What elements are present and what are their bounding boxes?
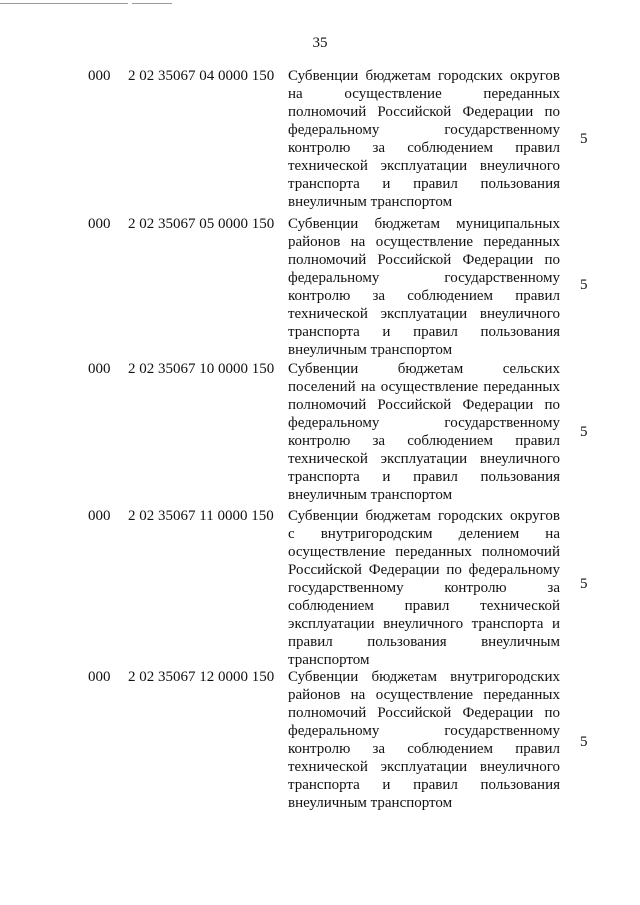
admin-code: 000	[88, 68, 111, 84]
description-line: контролю за соблюдением правил	[288, 433, 560, 449]
description-line: внеуличным транспортом	[288, 795, 453, 811]
description-line: транспорта и правил пользования	[288, 469, 560, 485]
description-line: Субвенции бюджетам городских округов	[288, 68, 560, 84]
description-line: полномочий Российской Федерации по	[288, 104, 560, 120]
description-line: государственному контролю за	[288, 580, 560, 596]
description-line: федеральному государственному	[288, 122, 560, 138]
description-line: технической эксплуатации внеуличного	[288, 306, 560, 322]
description-line: полномочий Российской Федерации по	[288, 705, 560, 721]
description-line: Российской Федерации по федеральному	[288, 562, 560, 578]
description-line: технической эксплуатации внеуличного	[288, 451, 560, 467]
budget-classification-code: 2 02 35067 10 0000 150	[128, 361, 275, 377]
description-line: на осуществление переданных	[288, 86, 560, 102]
description-line: Субвенции бюджетам внутригородских	[288, 669, 560, 685]
admin-code: 000	[88, 216, 111, 232]
budget-classification-code: 2 02 35067 05 0000 150	[128, 216, 275, 232]
amount: 5	[580, 424, 588, 440]
description-line: полномочий Российской Федерации по	[288, 252, 560, 268]
budget-classification-code: 2 02 35067 12 0000 150	[128, 669, 275, 685]
budget-classification-code: 2 02 35067 04 0000 150	[128, 68, 275, 84]
description-line: эксплуатации внеуличного транспорта и	[288, 616, 560, 632]
description-line: федеральному государственному	[288, 723, 560, 739]
description-line: технической эксплуатации внеуличного	[288, 759, 560, 775]
admin-code: 000	[88, 508, 111, 524]
amount: 5	[580, 131, 588, 147]
description-line: федеральному государственному	[288, 270, 560, 286]
description-line: внеуличным транспортом	[288, 194, 453, 210]
description-line: соблюдением правил технической	[288, 598, 560, 614]
page-number: 35	[312, 35, 328, 51]
description-line: Субвенции бюджетам муниципальных	[288, 216, 560, 232]
income-description	[288, 215, 560, 359]
description-line: технической эксплуатации внеуличного	[288, 158, 560, 174]
amount: 5	[580, 277, 588, 293]
description-line: федеральному государственному	[288, 415, 560, 431]
description-line: правил пользования внеуличным	[288, 634, 560, 650]
description-line: внеуличным транспортом	[288, 487, 453, 503]
income-description	[288, 67, 560, 211]
description-line: полномочий Российской Федерации по	[288, 397, 560, 413]
description-line: транспортом	[288, 652, 370, 668]
income-description	[288, 360, 560, 504]
description-line: транспорта и правил пользования	[288, 324, 560, 340]
description-line: Субвенции бюджетам сельских	[288, 361, 560, 377]
description-line: внеуличным транспортом	[288, 342, 453, 358]
description-line: контролю за соблюдением правил	[288, 288, 560, 304]
scan-edge-mark	[0, 3, 128, 4]
description-line: контролю за соблюдением правил	[288, 741, 560, 757]
amount: 5	[580, 734, 588, 750]
description-line: Субвенции бюджетам городских округов	[288, 508, 560, 524]
description-line: с внутригородским делением на	[288, 526, 560, 542]
scan-edge-mark	[132, 3, 172, 4]
description-line: районов на осуществление переданных	[288, 234, 560, 250]
description-line: поселений на осуществление переданных	[288, 379, 560, 395]
description-line: транспорта и правил пользования	[288, 777, 560, 793]
description-line: районов на осуществление переданных	[288, 687, 560, 703]
income-description	[288, 668, 560, 812]
admin-code: 000	[88, 361, 111, 377]
admin-code: 000	[88, 669, 111, 685]
description-line: осуществление переданных полномочий	[288, 544, 560, 560]
income-description	[288, 507, 560, 669]
amount: 5	[580, 576, 588, 592]
description-line: контролю за соблюдением правил	[288, 140, 560, 156]
budget-classification-code: 2 02 35067 11 0000 150	[128, 508, 274, 524]
description-line: транспорта и правил пользования	[288, 176, 560, 192]
